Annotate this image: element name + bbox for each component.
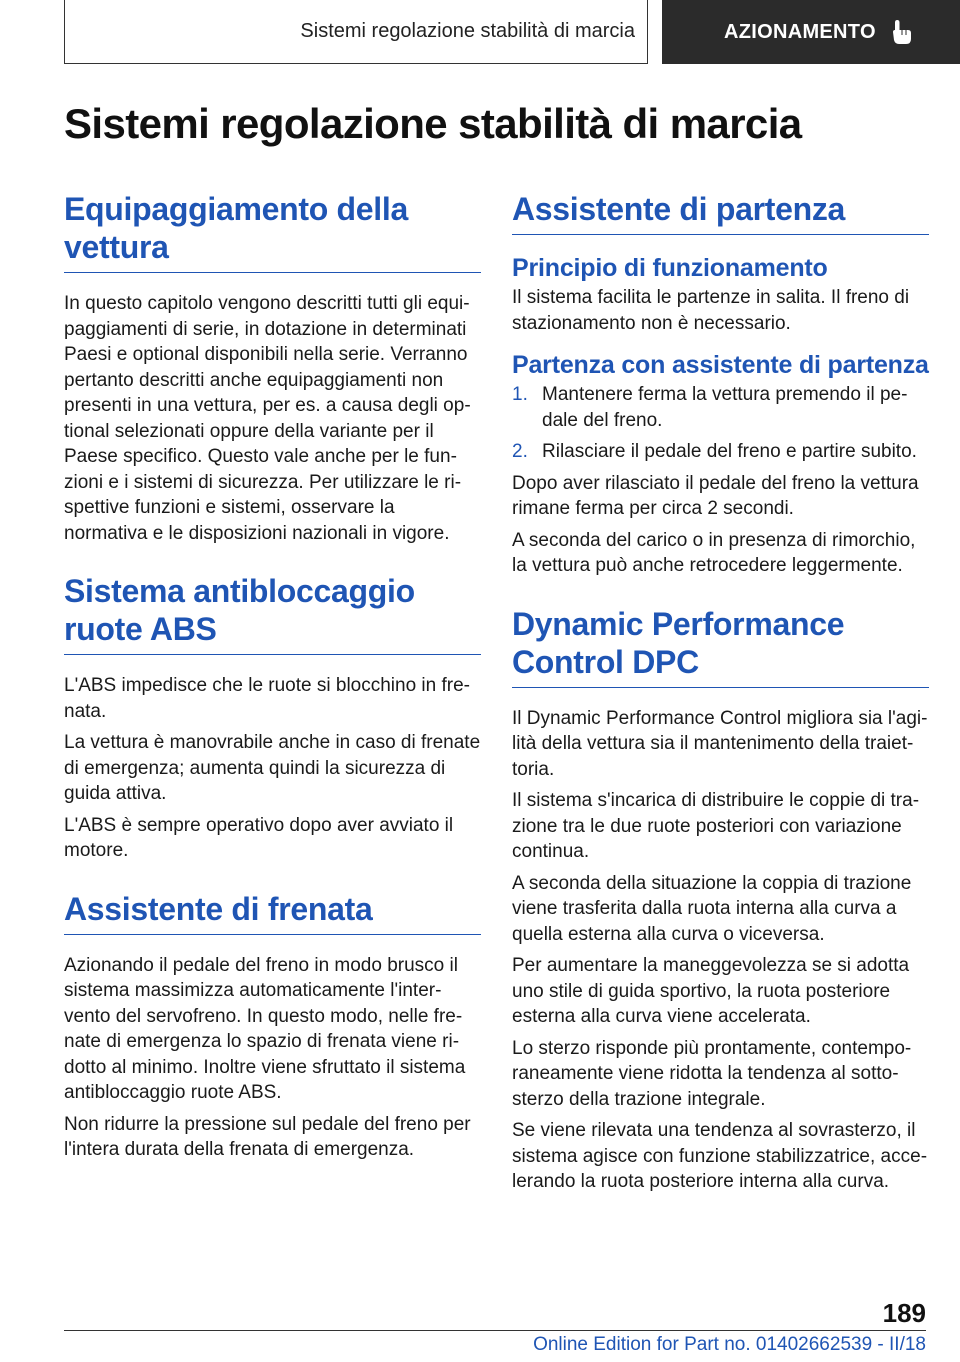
paragraph: L'ABS impedisce che le ruote si blocchino in frenata. bbox=[64, 675, 470, 722]
step-number: 2. bbox=[512, 441, 528, 462]
step-text: Mantenere ferma la vettura premendo il pedale del freno. bbox=[542, 384, 908, 431]
footer-edition-text: Online Edition for Part no. 01402662539 - II/18 bbox=[533, 1334, 926, 1355]
paragraph: A seconda del carico o in presenza di rimorchio, la vettura può anche retrocedere leggermente. bbox=[512, 529, 916, 576]
paragraph: Il sistema s'incarica di distribuire le coppie di trazione tra le due ruote posteriori con variazione continua. bbox=[512, 790, 920, 862]
paragraph: Per aumentare la maneggevolezza se si adotta uno stile di guida sportivo, la ruota posteriore esterna alla curva viene accelerata. bbox=[512, 955, 910, 1027]
section-heading-dpc: Dynamic Performance Control DPC bbox=[512, 605, 929, 688]
header-section-title: Sistemi regolazione stabilità di marcia bbox=[300, 20, 635, 42]
section-heading-assistente-frenata: Assistente di frenata bbox=[64, 890, 481, 935]
paragraph: Non ridurre la pressione sul pedale del freno per l'intera durata della frenata di emergenza. bbox=[64, 1113, 471, 1160]
left-column bbox=[64, 190, 481, 1169]
paragraph: Lo sterzo risponde più prontamente, contemporaneamente viene ridotta la tendenza al sottosterzo della trazione integrale. bbox=[512, 1037, 912, 1110]
paragraph: In questo capitolo vengono descritti tutti gli equipaggiamenti di serie, in dotazione in determinati Paesi e optional disponibili nella serie. Verranno pertanto descritti anche equipaggiamenti non presenti in una vettura, per es. a causa degli optional selezionati oppure della variante per il Paese specifico. Questo vale anche per le funzioni e i sistemi di sicurezza. Per utilizzare le rispettive funzioni e sistemi, osservare la normativa e le disposizioni nazionali in vigore. bbox=[64, 293, 471, 544]
header-section-box bbox=[64, 0, 648, 64]
page-number: 189 bbox=[882, 1298, 926, 1328]
step-number: 1. bbox=[512, 384, 528, 405]
header-chapter-label: AZIONAMENTO bbox=[724, 20, 876, 43]
paragraph: L'ABS è sempre operativo dopo aver avviato il motore. bbox=[64, 814, 454, 861]
page-title: Sistemi regolazione stabilità di marcia bbox=[64, 100, 802, 147]
pointing-hand-icon bbox=[892, 19, 912, 45]
paragraph: Il Dynamic Performance Control migliora sia l'agilità della vettura sia il mantenimento della traiettoria. bbox=[512, 707, 928, 780]
paragraph: A seconda della situazione la coppia di trazione viene trasferita dalla ruota interna alla curva a quella esterna alla curva o viceversa. bbox=[512, 872, 912, 945]
steps-list bbox=[512, 382, 929, 465]
step-text: Rilasciare il pedale del freno e partire subito. bbox=[542, 441, 917, 462]
paragraph: Azionando il pedale del freno in modo brusco il sistema massimizza automaticamente l'intervento del servofreno. In questo modo, nelle frenate di emergenza lo spazio di frenata viene ridotto al minimo. Inoltre viene sfruttato il sistema antibloccaggio ruote ABS. bbox=[64, 954, 466, 1103]
subheading-principio: Principio di funzionamento bbox=[512, 254, 828, 282]
paragraph: Dopo aver rilasciato il pedale del freno la vettura rimane ferma per circa 2 secondi. bbox=[512, 472, 919, 519]
paragraph: Se viene rilevata una tendenza al sovrasterzo, il sistema agisce con funzione stabilizzatrice, accelerando la ruota posteriore interna alla curva. bbox=[512, 1120, 928, 1192]
footer-divider bbox=[64, 1330, 926, 1331]
list-item bbox=[512, 439, 929, 465]
section-heading-abs: Sistema antibloccaggio ruote ABS bbox=[64, 572, 481, 655]
subheading-partenza: Partenza con assistente di partenza bbox=[512, 351, 929, 379]
list-item bbox=[512, 382, 929, 433]
paragraph: La vettura è manovrabile anche in caso di frenate di emergenza; aumenta quindi la sicurezza di guida attiva. bbox=[64, 732, 481, 804]
section-heading-equipaggiamento: Equipaggiamento della vettura bbox=[64, 190, 481, 273]
section-heading-assistente-partenza: Assistente di partenza bbox=[512, 190, 929, 235]
right-column bbox=[512, 190, 929, 1201]
paragraph: Il sistema facilita le partenze in salita. Il freno di stazionamento non è necessario. bbox=[512, 287, 910, 334]
header-chapter-box bbox=[662, 0, 960, 64]
